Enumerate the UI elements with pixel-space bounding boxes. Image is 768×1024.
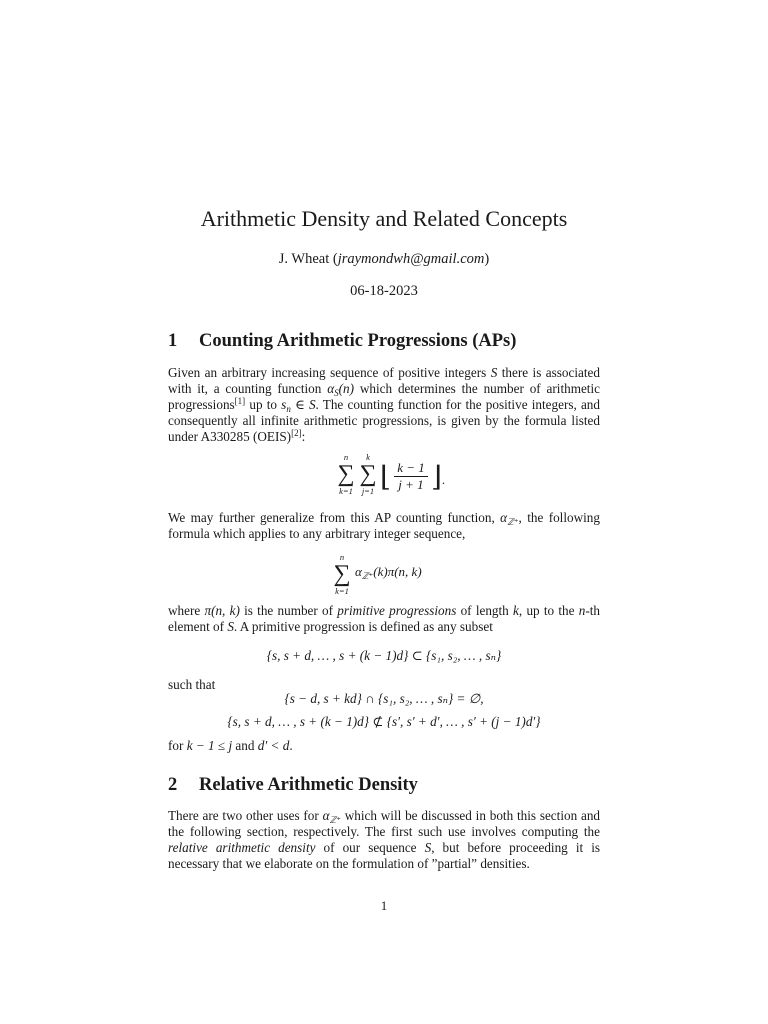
text-run: : [301,429,306,444]
math-alpha-z: $\alpha_{ℤ^+}$ [500,510,519,527]
text-run: , but before proceeding it is necessary that we elaborate on the formulation of ”partial” densities. [168,840,600,871]
equation-5: {s, s + d, … , s + (k − 1)d} ⊄ {s′, s′ + d′, … , s′ + (j − 1)d′} [227,714,541,729]
text-run: There are two other uses for [168,808,323,823]
author-email: jraymondwh@gmail.com [337,251,485,267]
section-number: 1 [168,331,178,351]
lower-limit: j=1 [361,486,375,496]
author-close: ) [484,251,490,267]
upper-limit: k [366,452,370,462]
sum-symbol: n ∑ k=1 [333,552,351,596]
paper-date: 06-18-2023 [350,283,418,299]
section-2-heading [168,775,418,796]
text-run: of length [456,603,514,618]
summand [355,564,422,580]
text-run: which determines the number of arithmetic progressions [168,381,600,412]
numerator: k − 1 [394,460,428,477]
upper-limit: n [339,552,345,562]
summand-rest: (k)π(n, k) [373,564,422,579]
text-run: , up to the [518,603,579,618]
math-S: S [490,365,498,380]
math-n: n [578,603,586,618]
text-run: is the number of [239,603,338,618]
math-condition: k − 1 ≤ j [186,738,233,753]
for-condition-line [168,738,600,754]
math-S: S [424,840,432,855]
math-pi: π(n, k) [204,603,240,618]
section-title: Relative Arithmetic Density [199,775,418,795]
math-k: k [513,603,519,618]
lower-limit: k=1 [339,486,353,496]
text-run: for [168,738,187,753]
alpha: α [355,564,362,579]
text-run: of our sequence [315,840,425,855]
floor-expression: ⌊ $\frac{k - 1}{j + 1}$ ⌋. [380,459,446,493]
section-1-paragraph-2 [168,510,600,542]
equation-4: {s − d, s + kd} ∩ {s₁, s₂, … , sₙ} = ∅, [284,691,484,706]
math-alpha-z: $\alpha_{ℤ^+}$ [322,808,341,825]
text-run: . A primitive progression is defined as any subset [233,619,493,634]
period: . [441,472,446,487]
alpha-subscript: ℤ⁺ [361,571,374,581]
emphasis: primitive progressions [337,603,457,618]
fraction [394,460,428,493]
sum-symbol: n ∑ k=1 [337,452,355,496]
author-name: J. Wheat ( [278,251,338,267]
text-run: and [232,738,258,753]
text-run: which will be discussed in both this section and the following section, respectively. The first such use involves computing the [168,808,601,839]
math-condition: d′ < d [257,738,290,753]
text-run: -th element of [168,603,600,634]
text-run: up to [245,397,282,412]
equation-3: {s, s + d, … , s + (k − 1)d} ⊂ {s₁, s₂, … , sₙ} [266,648,502,663]
citation-1: [1] [234,396,246,406]
citation-2: [2] [291,428,302,438]
sum-symbol: k ∑ j=1 [359,452,377,496]
text-run: . The counting function for the positive integers, and consequently all infinite arithmetic progressions, is given by the formula listed under A330285 (OEIS) [168,397,600,444]
section-number: 2 [168,775,178,795]
text-run: Given an arbitrary increasing sequence of positive integers [168,365,491,380]
text-run: where [168,603,205,618]
text-run: We may further generalize from this AP counting function, [168,510,501,525]
lower-limit: k=1 [335,586,349,596]
math-sn-in-S: $s_n$ ∈ S [281,397,316,414]
equation-1 [336,452,456,500]
paper-title: Arithmetic Density and Related Concepts [200,206,568,231]
emphasis: relative arithmetic density [168,840,316,855]
equation-2 [332,552,452,596]
math-alpha-s: $\alpha_S(n)$ [327,381,355,398]
section-2-paragraph-1 [168,808,600,872]
text-run: there is associated with it, a counting function [168,365,600,396]
page-number: 1 [380,898,388,913]
section-1-heading [168,331,516,352]
section-title: Counting Arithmetic Progressions (APs) [199,331,517,351]
author-line [0,251,768,268]
text-run: , the following formula which applies to any arbitrary integer sequence, [168,510,600,541]
such-that-label: such that [168,677,216,692]
denominator: j + 1 [398,476,424,492]
math-S: S [227,619,234,634]
section-1-paragraph-3 [168,603,600,635]
upper-limit: n [343,452,349,462]
section-1-paragraph-1 [168,365,600,445]
text-run: . [289,738,293,753]
